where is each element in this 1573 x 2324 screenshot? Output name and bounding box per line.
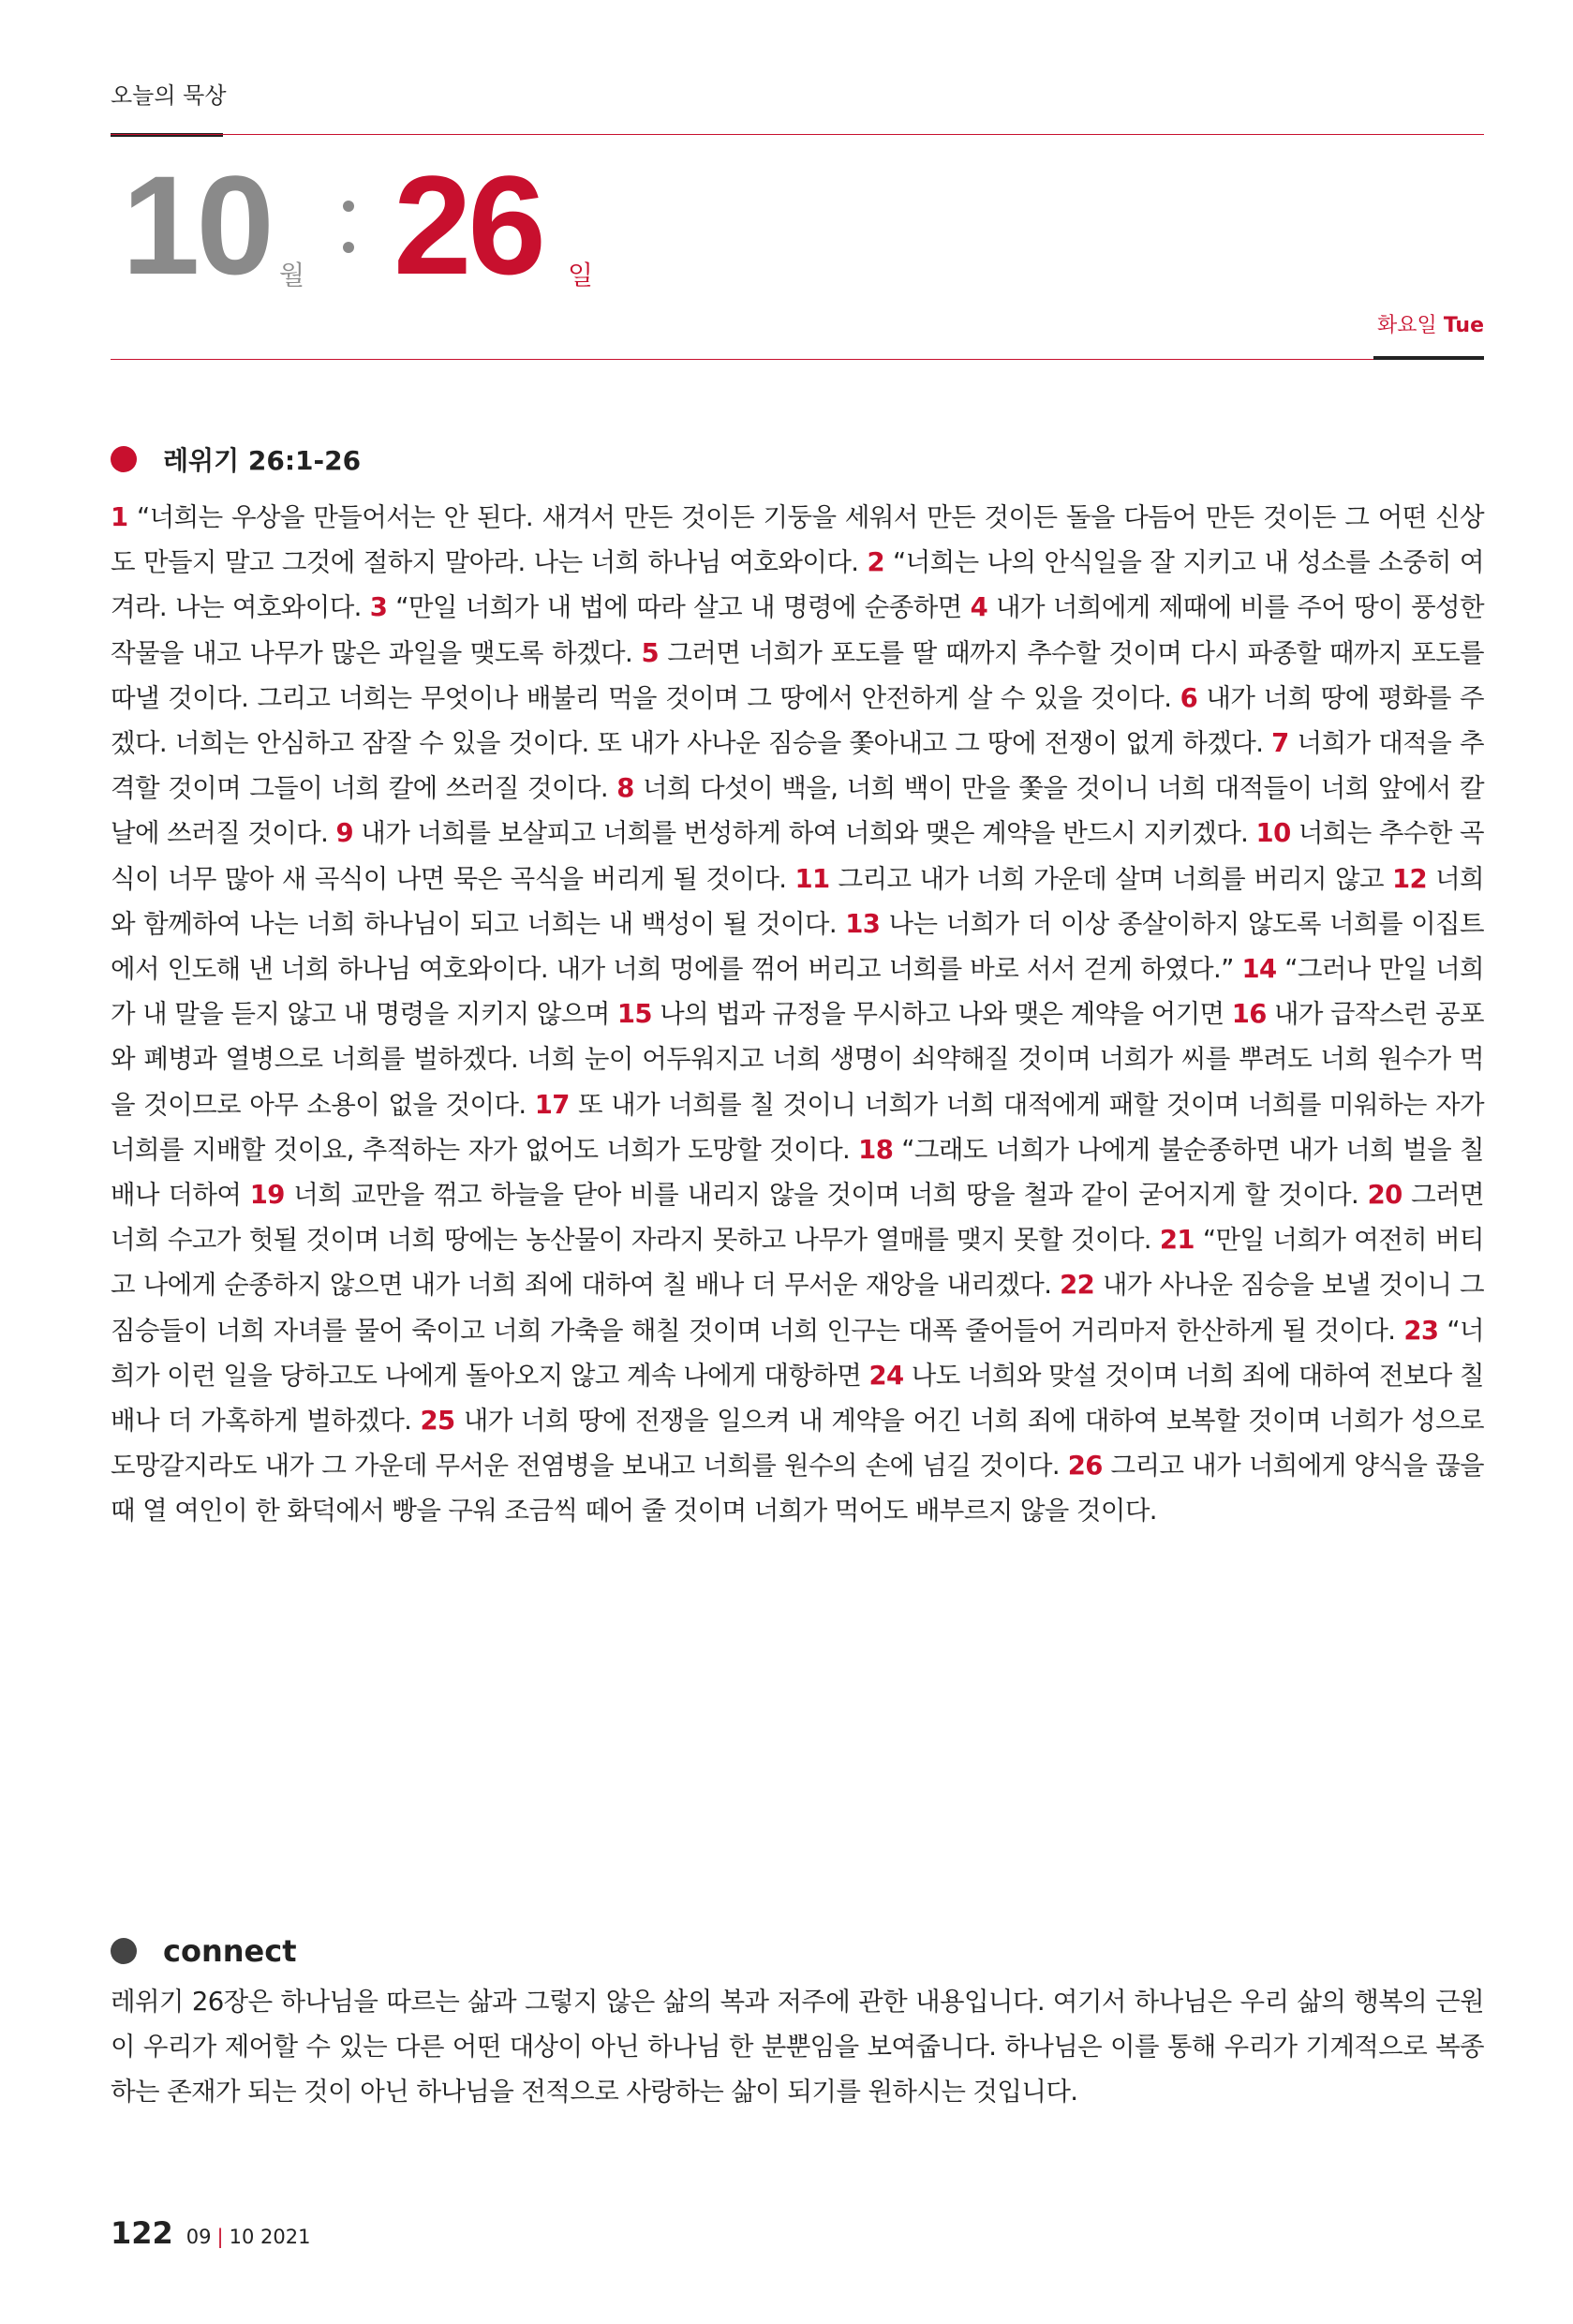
- verse-text: 너희가 대적을 추격할 것이며 그들이 너희 칼에 쓰러질 것이다.: [111, 728, 1484, 804]
- verse-number: 5: [641, 637, 659, 668]
- issue-months: 09: [185, 2226, 212, 2248]
- date-colon: [343, 193, 354, 268]
- verse-text: 또 내가 너희를 칠 것이니 너희가 너희 대적에게 패할 것이며 너희를 미워하는 자가 너희를 지배할 것이요, 추적하는 자가 없어도 너희가 도망할 것이다.: [111, 1089, 1485, 1165]
- verse-text: “그래도 너희가 나에게 불순종하면 내가 너희 벌을 칠 배나 더하여: [111, 1134, 1485, 1211]
- month-label: 월: [279, 260, 305, 290]
- verse-number: 17: [534, 1089, 570, 1120]
- verse-number: 9: [335, 818, 354, 849]
- verse-number: 20: [1367, 1180, 1402, 1211]
- verse-number: 11: [794, 863, 830, 894]
- verse-number: 22: [1060, 1270, 1095, 1301]
- verse-text: 너희는 추수한 곡식이 너무 많아 새 곡식이 나면 묵은 곡식을 버리게 될 것이다.: [111, 818, 1484, 894]
- issue-separator: |: [216, 2226, 224, 2248]
- verse-number: 21: [1159, 1225, 1195, 1256]
- weekday: [1377, 309, 1484, 338]
- verse-text: 그러면 너희가 포도를 딸 때까지 추수할 것이며 다시 파종할 때까지 포도를 따낼 것이다. 그리고 너희는 무엇이나 배불리 먹을 것이며 그 땅에서 안전하게 살 수 있을 것이다.: [111, 637, 1484, 713]
- verse-number: 24: [868, 1360, 904, 1391]
- verse-text: 나의 법과 규정을 무시하고 나와 맺은 계약을 어기면: [651, 999, 1232, 1030]
- verse-number: 4: [970, 592, 988, 623]
- connect-heading: [111, 1933, 296, 1969]
- verse-text: 내가 너희 땅에 전쟁을 일으켜 내 계약을 어긴 너희 죄에 대하여 보복할 것이며 너희가 성으로 도망갈지라도 내가 그 가운데 무서운 전염병을 보내고 너희를 원수의 손에 넘길 것이다.: [111, 1406, 1484, 1482]
- passage-reference: 레위기 26:1-26: [163, 445, 362, 476]
- verse-number: 10: [1255, 818, 1291, 849]
- day-label: 일: [568, 260, 594, 290]
- verse-text: 내가 급작스런 공포와 폐병과 열병으로 너희를 벌하겠다. 너희 눈이 어두워지고 너희 생명이 쇠약해질 것이며 너희가 씨를 뿌려도 너희 원수가 먹을 것이므로 아무 소용이 없을 것이다.: [111, 999, 1484, 1120]
- bullet-dot-icon: [111, 1938, 137, 1964]
- verse-text: 내가 사나운 짐승을 보낼 것이니 그 짐승들이 너희 자녀를 물어 죽이고 너희 가축을 해칠 것이며 너희 인구는 대폭 줄어들어 거리마저 한산하게 될 것이다.: [111, 1270, 1485, 1346]
- date-rule-red: [111, 359, 1484, 360]
- verse-number: 6: [1180, 682, 1198, 713]
- issue-info: [186, 2226, 311, 2248]
- verse-text: 내가 너희 땅에 평화를 주겠다. 너희는 안심하고 잠잘 수 있을 것이다. 또 내가 사나운 짐승을 쫓아내고 그 땅에 전쟁이 없게 하겠다.: [111, 682, 1485, 759]
- verse-number: 13: [845, 908, 881, 939]
- page-number: 122: [111, 2215, 173, 2251]
- page-footer: [111, 2215, 310, 2251]
- verse-text: 내가 너희를 보살피고 너희를 번성하게 하여 너희와 맺은 계약을 반드시 지키겠다.: [353, 818, 1256, 849]
- verse-text: 나는 너희가 더 이상 종살이하지 않도록 너희를 이집트에서 인도해 낸 너희 하나님 여호와이다. 내가 너희 멍에를 꺾어 버리고 너희를 바로 서서 걷게 하였다.”: [111, 908, 1484, 985]
- verse-text: 너희 다섯이 백을, 너희 백이 만을 쫓을 것이니 너희 대적들이 너희 앞에서 칼날에 쓰러질 것이다.: [111, 773, 1484, 849]
- section-title: 오늘의 묵상: [111, 82, 227, 109]
- verse-number: 3: [369, 592, 388, 623]
- verse-text: “그러나 만일 너희가 내 말을 듣지 않고 내 명령을 지키지 않으며: [111, 954, 1484, 1030]
- verse-number: 2: [867, 547, 884, 578]
- verse-text: 내가 너희에게 제때에 비를 주어 땅이 풍성한 작물을 내고 나무가 많은 과일을 맺도록 하겠다.: [111, 592, 1484, 668]
- verse-text: “너희는 나의 안식일을 잘 지키고 내 성소를 소중히 여겨라. 나는 여호와이다.: [111, 547, 1484, 623]
- verse-text: “너희는 우상을 만들어서는 안 된다. 새겨서 만든 것이든 기둥을 세워서 만든 것이든 돌을 다듬어 만든 것이든 그 어떤 신상도 만들지 말고 그것에 절하지 말아라. 나는 너희 하나님 여호와이다.: [111, 502, 1484, 578]
- verse-number: 1: [111, 502, 128, 532]
- issue-month-year: 10 2021: [229, 2226, 311, 2248]
- verse-number: 15: [616, 999, 652, 1030]
- verse-number: 18: [858, 1134, 894, 1165]
- verse-text: “만일 너희가 내 법에 따라 살고 내 명령에 순종하면: [387, 592, 971, 623]
- verse-text: 그리고 내가 너희 가운데 살며 너희를 버리지 않고: [829, 863, 1392, 894]
- verse-text: “만일 너희가 여전히 버티고 나에게 순종하지 않으면 내가 너희 죄에 대하여 칠 배나 더 무서운 재앙을 내리겠다.: [111, 1225, 1484, 1301]
- verse-number: 26: [1067, 1451, 1103, 1482]
- month-number: 10: [122, 146, 271, 304]
- day-number: 26: [393, 146, 542, 304]
- verse-number: 12: [1391, 863, 1428, 894]
- verse-number: 7: [1271, 728, 1289, 759]
- connect-title: connect: [163, 1933, 297, 1969]
- verse-text: 너희 교만을 꺾고 하늘을 닫아 비를 내리지 않을 것이며 너희 땅을 철과 같이 굳어지게 할 것이다.: [284, 1180, 1368, 1211]
- verse-text: “너희가 이런 일을 당하고도 나에게 돌아오지 않고 계속 나에게 대항하면: [111, 1315, 1484, 1391]
- passage-heading: [111, 440, 361, 478]
- verse-number: 19: [249, 1180, 285, 1211]
- weekday-en: Tue: [1443, 314, 1484, 337]
- passage-text: [111, 495, 1484, 1534]
- verse-number: 23: [1403, 1315, 1439, 1346]
- connect-body: 레위기 26장은 하나님을 따르는 삶과 그렇지 않은 삶의 복과 저주에 관한 내용입니다. 여기서 하나님은 우리 삶의 행복의 근원이 우리가 제어할 수 있는 다른 어떤 대상이 아닌 하나님 한 분뿐임을 보여줍니다. 하나님은 이를 통해 우리가 기계적으로 복종하는 존재가 되는 것이 아닌 하나님을 전적으로 사랑하는 삶이 되기를 원하시는 것입니다.: [111, 1987, 1484, 2108]
- verse-number: 8: [616, 773, 634, 804]
- verse-text: 그러면 너희 수고가 헛될 것이며 너희 땅에는 농산물이 자라지 못하고 나무가 열매를 맺지 못할 것이다.: [111, 1180, 1485, 1256]
- verse-text: 그리고 내가 너희에게 양식을 끊을 때 열 여인이 한 화덕에서 빵을 구워 조금씩 떼어 줄 것이며 너희가 먹어도 배부르지 않을 것이다.: [111, 1451, 1484, 1527]
- date-rule-black: [1373, 356, 1484, 360]
- verse-number: 16: [1231, 999, 1267, 1030]
- bullet-dot-icon: [111, 446, 137, 472]
- header-rule-red: [111, 134, 1484, 135]
- verse-number: 14: [1241, 954, 1277, 985]
- weekday-ko: 화요일: [1377, 314, 1437, 337]
- verse-text: 나도 너희와 맞설 것이며 너희 죄에 대하여 전보다 칠 배나 더 가혹하게 벌하겠다.: [111, 1360, 1484, 1437]
- verse-number: 25: [420, 1406, 455, 1437]
- verse-text: 너희와 함께하여 나는 너희 하나님이 되고 너희는 내 백성이 될 것이다.: [111, 863, 1485, 939]
